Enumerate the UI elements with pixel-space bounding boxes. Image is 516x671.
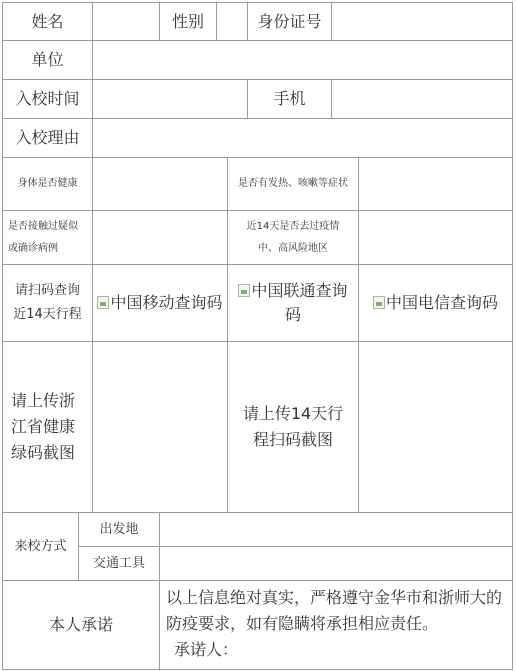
name-value-cell[interactable] — [93, 3, 159, 40]
risk-area-label: 近14天是否去过疫情中、高风险地区 — [246, 220, 340, 254]
entry-time-label: 入校时间 — [15, 89, 80, 108]
signer-label: 承诺人： — [174, 640, 239, 659]
broken-image-icon — [373, 296, 385, 309]
broken-image-icon — [97, 296, 109, 309]
departure-label: 出发地 — [99, 521, 139, 537]
health-code-upload-label: 请上传浙江省健康绿码截图 — [11, 391, 76, 462]
unit-label: 单位 — [31, 50, 64, 69]
entry-reason-label: 入校理由 — [15, 128, 80, 147]
gender-label: 性别 — [171, 11, 204, 31]
mobile-qr-image — [93, 265, 227, 341]
health-code-upload-area[interactable] — [93, 342, 227, 512]
contact-value-cell[interactable] — [93, 211, 227, 264]
transport-label: 交通工具 — [92, 555, 145, 571]
unit-value-cell[interactable] — [93, 41, 512, 79]
trip-code-upload-area[interactable] — [359, 342, 512, 512]
phone-value-cell[interactable] — [332, 80, 512, 118]
risk-area-value-cell[interactable] — [359, 211, 512, 264]
fever-label: 是否有发热、咳嗽等症状 — [238, 178, 348, 189]
entry-time-value-cell[interactable] — [93, 80, 247, 118]
phone-label: 手机 — [273, 89, 306, 108]
health-label: 身体是否健康 — [17, 178, 78, 189]
entry-reason-value-cell[interactable] — [93, 119, 512, 157]
id-number-value-cell[interactable] — [332, 3, 512, 40]
health-value-cell[interactable] — [93, 158, 227, 210]
name-label: 姓名 — [31, 11, 64, 31]
departure-value-cell[interactable] — [160, 513, 512, 546]
gender-value-cell[interactable] — [217, 3, 247, 40]
unicom-qr-alt-text: 中国联通查询码 — [251, 281, 348, 324]
broken-image-icon — [238, 284, 250, 297]
arrival-method-label: 来校方式 — [14, 538, 67, 554]
telecom-qr-image — [359, 265, 512, 341]
pledge-text: 以上信息绝对真实，严格遵守金华市和浙师大的防疫要求，如有隐瞒将承担相应责任。 — [166, 588, 503, 633]
unicom-qr-image — [228, 265, 358, 341]
table-border-line — [2, 669, 513, 670]
pledge-label: 本人承诺 — [48, 615, 113, 634]
table-border-line — [512, 2, 513, 670]
transport-value-cell[interactable] — [160, 547, 512, 580]
id-number-label: 身份证号 — [257, 11, 322, 31]
mobile-qr-alt-text: 中国移动查询码 — [110, 293, 223, 312]
trip-code-upload-label: 请上传14天行程扫码截图 — [242, 404, 344, 449]
pledge-content — [160, 581, 512, 669]
contact-label: 是否接触过疑似或确诊病例 — [8, 220, 78, 254]
scan-query-label: 请扫码查询近14天行程 — [13, 283, 82, 322]
fever-value-cell[interactable] — [359, 158, 512, 210]
telecom-qr-alt-text: 中国电信查询码 — [385, 293, 498, 312]
